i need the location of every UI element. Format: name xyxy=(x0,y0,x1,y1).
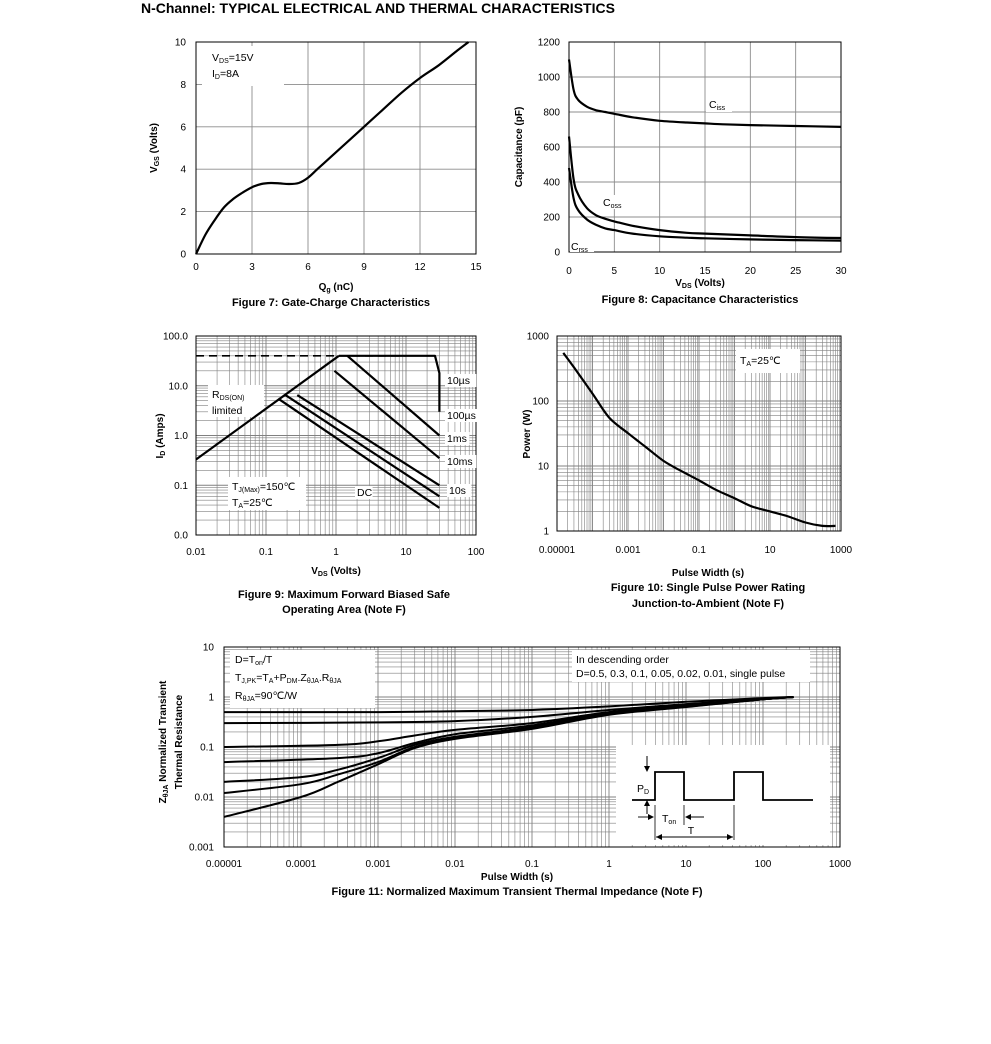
fig11-x-tick-label: 0.0001 xyxy=(285,859,317,870)
fig8-y-tick-label: 1200 xyxy=(537,37,560,49)
fig11-x-axis-label: Pulse Width (s) xyxy=(480,872,554,883)
fig7-annotation-id: ID=8A xyxy=(212,68,239,81)
fig11-x-tick-label: 10 xyxy=(680,859,692,870)
fig10-y-tick-label: 100 xyxy=(532,396,549,408)
fig7-y-axis-label: $V_{GS}$ (Volts) xyxy=(149,123,161,173)
fig11-y-tick-label: 0.01 xyxy=(194,792,214,804)
fig9-curve-label-10ms: 10ms xyxy=(447,456,473,468)
fig8-x-tick-label: 0 xyxy=(566,266,572,277)
fig10-chart xyxy=(522,332,853,611)
fig9-x-tick-label: 100 xyxy=(467,547,485,558)
fig7-annotation-vds: VDS=15V xyxy=(212,52,254,65)
fig10-y-tick-label: 1 xyxy=(543,526,549,538)
fig9-chart xyxy=(155,332,485,617)
fig7-x-tick-label: 9 xyxy=(361,262,367,273)
fig7-x-tick-label: 15 xyxy=(470,262,482,273)
fig10-y-tick-label: 1000 xyxy=(526,331,549,343)
fig9-x-tick-label: 0.1 xyxy=(259,547,273,558)
fig9-y-axis-label: $I_D$ (Amps) xyxy=(155,413,167,459)
fig7-x-tick-label: 6 xyxy=(305,262,311,273)
fig9-curve-label-1ms: 1ms xyxy=(447,433,467,445)
fig10-x-axis-label: Pulse Width (s) xyxy=(671,568,745,579)
fig9-series-1ms xyxy=(334,371,439,458)
fig11-inset-label-pd: PD xyxy=(637,783,650,796)
fig7-title: Figure 7: Gate-Charge Characteristics xyxy=(231,297,431,309)
fig10-title-line1: Figure 10: Single Pulse Power Rating xyxy=(610,582,806,594)
fig8-y-tick-label: 1000 xyxy=(537,72,560,84)
fig9-y-tick-label: 0.0 xyxy=(174,530,188,542)
fig8-x-tick-label: 10 xyxy=(654,266,666,277)
fig11-y-axis-label-line2: Thermal Resistance xyxy=(174,694,185,790)
fig8-x-tick-label: 5 xyxy=(611,266,618,277)
fig9-series-10s xyxy=(286,395,440,496)
fig8-y-tick-label: 200 xyxy=(543,212,560,224)
fig9-y-tick-label: 100.0 xyxy=(162,331,188,343)
fig11-y-axis-label-line1: $Z_{\theta JA}$ Normalized Transient xyxy=(158,680,170,804)
fig11-x-tick-label: 1 xyxy=(606,859,612,870)
fig10-y-tick-label: 10 xyxy=(537,461,549,473)
fig8-x-tick-label: 15 xyxy=(699,266,711,277)
fig11-annotation-rja: RθJA=90℃/W xyxy=(235,690,298,703)
fig11-annotation-dvalues: D=0.5, 0.3, 0.1, 0.05, 0.02, 0.01, single pulse xyxy=(576,668,786,680)
fig8-x-axis-label: $V_{DS}$ (Volts) xyxy=(675,278,725,290)
fig10-title-line2: Junction-to-Ambient (Note F) xyxy=(631,598,785,610)
fig11-inset-label-t: T xyxy=(687,825,695,837)
fig10-x-tick-label: 0.001 xyxy=(615,545,641,556)
fig9-annotation-ta: TA=25℃ xyxy=(232,497,273,510)
fig7-y-tick-label: 0 xyxy=(180,249,186,261)
fig8-chart xyxy=(514,38,847,307)
fig7-y-tick-label: 10 xyxy=(174,37,186,49)
fig9-series-10s xyxy=(339,356,440,412)
fig11-annotation-duty: D=Ton/T xyxy=(235,654,273,667)
fig7-y-tick-label: 8 xyxy=(180,79,186,91)
fig10-x-tick-label: 1000 xyxy=(829,545,853,556)
fig11-annotation-order: In descending order xyxy=(576,654,669,666)
fig8-y-tick-label: 0 xyxy=(554,247,560,259)
fig11-title: Figure 11: Normalized Maximum Transient Thermal Impedance (Note F) xyxy=(331,886,703,898)
fig11-y-tick-label: 10 xyxy=(202,642,214,654)
fig8-y-tick-label: 400 xyxy=(543,177,560,189)
page-title: N-Channel: TYPICAL ELECTRICAL AND THERMAL CHARACTERISTICS xyxy=(141,0,615,16)
fig8-y-tick-label: 800 xyxy=(543,107,560,119)
fig8-label-ciss: Ciss xyxy=(709,99,726,112)
fig9-curve-label-10s: 10µs xyxy=(447,375,470,387)
fig8-y-tick-label: 600 xyxy=(543,142,560,154)
fig8-y-axis-label: Capacitance (pF) xyxy=(514,106,525,188)
fig8-title: Figure 8: Capacitance Characteristics xyxy=(601,294,799,306)
fig7-x-tick-label: 12 xyxy=(414,262,426,273)
fig9-y-tick-label: 1.0 xyxy=(174,431,188,442)
fig9-x-tick-label: 1 xyxy=(333,547,339,558)
fig9-y-tick-label: 0.1 xyxy=(174,480,188,492)
fig7-x-axis-label: $Q_g$ (nC) xyxy=(318,282,354,294)
fig7-x-tick-label: 0 xyxy=(193,262,199,273)
fig11-annotation-tjpk: TJ,PK=TA+PDM.ZθJA.RθJA xyxy=(235,672,342,685)
fig9-annotation-limited: limited xyxy=(212,405,243,417)
fig11-x-tick-label: 0.01 xyxy=(445,859,465,870)
fig9-x-tick-label: 10 xyxy=(400,547,412,558)
fig11-x-tick-label: 0.001 xyxy=(365,859,391,870)
fig9-annotation-rdson: RDS(ON) xyxy=(212,389,245,402)
fig11-x-tick-label: 1000 xyxy=(828,859,852,870)
fig10-x-tick-label: 0.00001 xyxy=(538,545,576,556)
fig7-y-tick-label: 4 xyxy=(180,164,186,176)
fig10-x-tick-label: 10 xyxy=(764,545,776,556)
fig11-chart xyxy=(158,643,852,899)
fig11-x-tick-label: 0.1 xyxy=(525,859,539,870)
fig8-x-tick-label: 25 xyxy=(790,266,802,277)
fig11-y-tick-label: 1 xyxy=(208,692,214,704)
fig9-title-line1: Figure 9: Maximum Forward Biased Safe xyxy=(237,589,451,601)
fig11-inset-label-ton: Ton xyxy=(662,813,677,826)
fig9-x-tick-label: 0.01 xyxy=(186,547,206,558)
fig9-annotation-tj: TJ(Max)=150℃ xyxy=(232,481,296,494)
fig8-x-tick-label: 30 xyxy=(835,266,847,277)
fig9-y-tick-label: 10.0 xyxy=(168,381,188,393)
fig9-series-100s xyxy=(347,356,439,436)
fig7-chart xyxy=(149,38,482,310)
fig7-y-tick-label: 2 xyxy=(180,207,186,219)
fig8-label-crss: Crss xyxy=(571,241,588,254)
fig11-x-tick-label: 0.00001 xyxy=(205,859,243,870)
fig9-curve-label-10s: 10s xyxy=(449,485,466,497)
fig7-x-tick-label: 3 xyxy=(249,262,255,273)
fig11-y-tick-label: 0.1 xyxy=(200,742,214,754)
fig10-annotation-ta: TA=25℃ xyxy=(740,355,781,368)
fig8-label-coss: Coss xyxy=(603,197,622,210)
fig9-curve-label-100s: 100µs xyxy=(447,410,476,422)
fig8-x-tick-label: 20 xyxy=(744,266,756,277)
fig11-y-tick-label: 0.001 xyxy=(188,842,214,854)
fig9-curve-label-dc: DC xyxy=(357,487,373,499)
fig9-x-axis-label: $V_{DS}$ (Volts) xyxy=(311,566,361,578)
fig10-y-axis-label: Power (W) xyxy=(522,409,533,459)
fig7-y-tick-label: 6 xyxy=(180,122,186,134)
fig9-title-line2: Operating Area (Note F) xyxy=(282,604,406,616)
fig11-x-tick-label: 100 xyxy=(754,859,772,870)
fig10-x-tick-label: 0.1 xyxy=(692,545,706,556)
